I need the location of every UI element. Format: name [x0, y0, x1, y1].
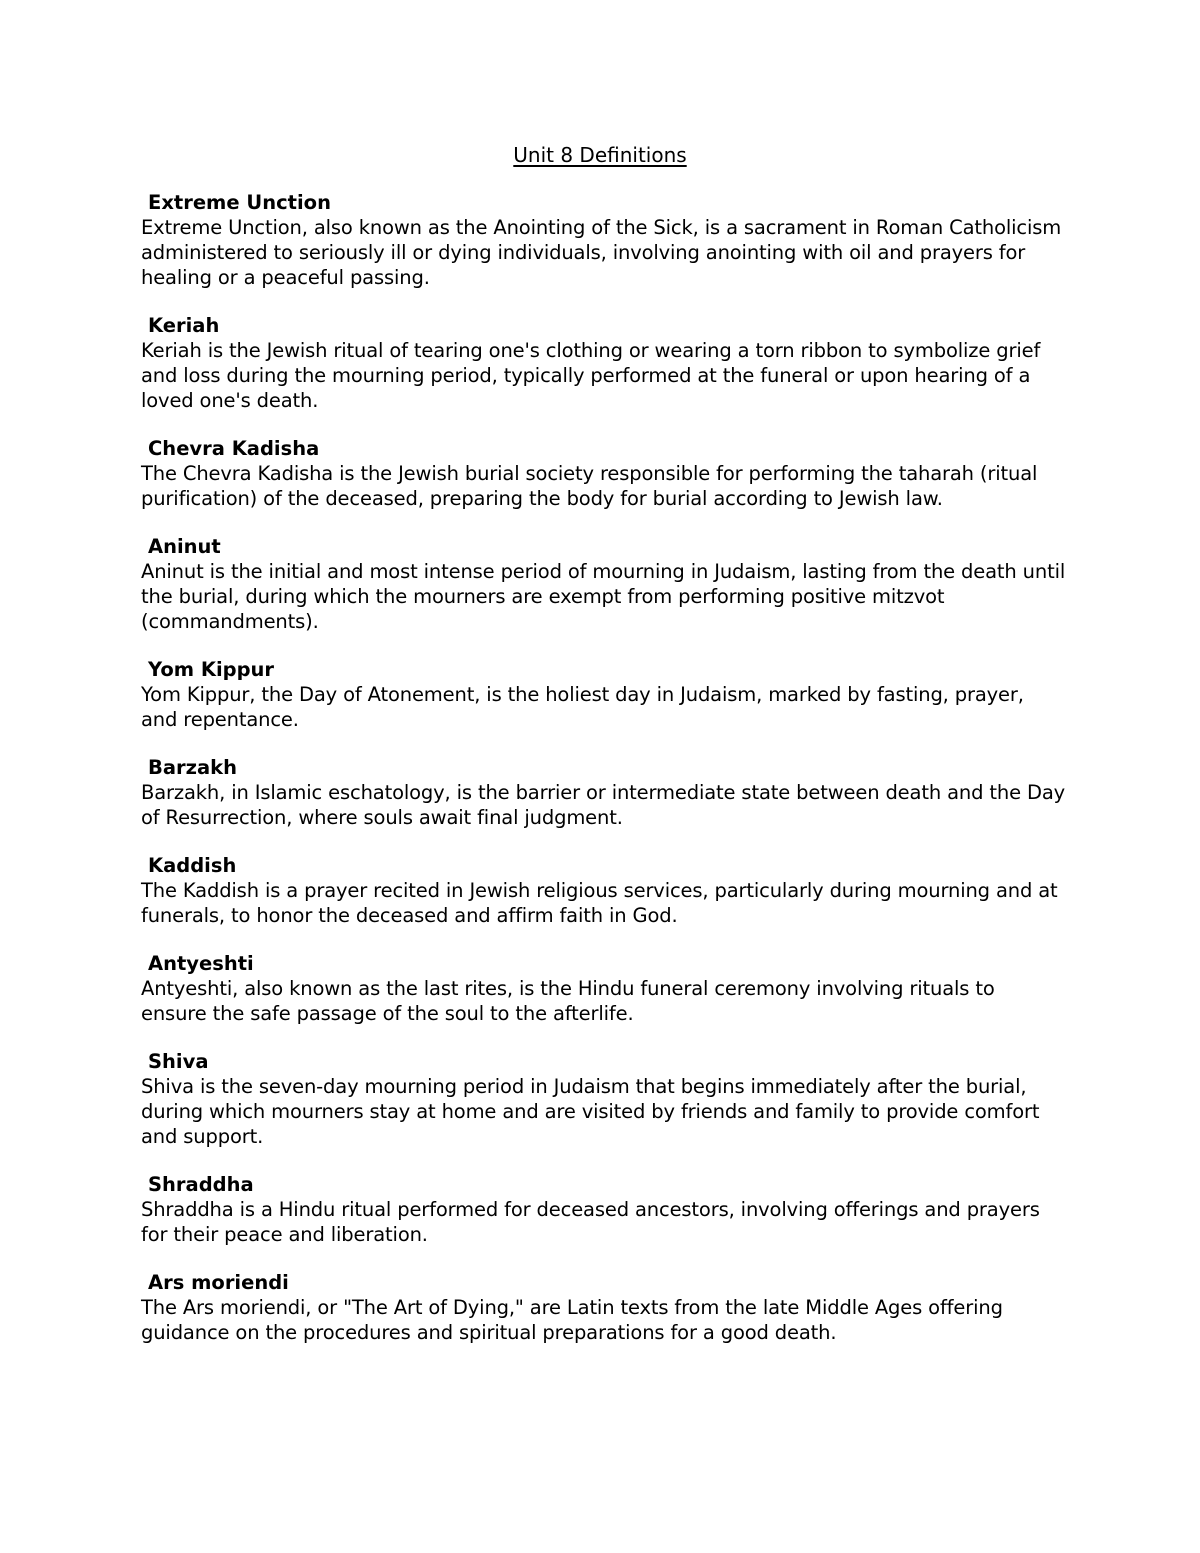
definition-text: Shiva is the seven-day mourning period in Judaism that begins immediately after the burial, during which mourners stay at home and are visited by friends and family to provide comfort and support.	[141, 1075, 1040, 1148]
definition-list	[141, 190, 1066, 1368]
definition-term: Kaddish	[148, 854, 237, 877]
definition-text: The Kaddish is a prayer recited in Jewish religious services, particularly during mourning and at funerals, to honor the deceased and affirm faith in God.	[141, 879, 1058, 927]
definition-text: Keriah is the Jewish ritual of tearing one's clothing or wearing a torn ribbon to symbolize grief and loss during the mourning period, typically performed at the funeral or upon hearing of a loved one's death.	[141, 339, 1041, 412]
definition-text: The Chevra Kadisha is the Jewish burial society responsible for performing the taharah (ritual purification) of the deceased, preparing the body for burial according to Jewish law.	[141, 462, 1038, 510]
definition-term: Ars moriendi	[148, 1271, 289, 1294]
definition-term: Keriah	[148, 314, 220, 337]
definition-term: Yom Kippur	[148, 658, 275, 681]
definition-entry	[141, 1049, 1066, 1149]
definition-term: Shiva	[148, 1050, 209, 1073]
definition-entry	[141, 1172, 1066, 1247]
document-title: Unit 8 Definitions	[513, 143, 687, 167]
definition-text: Extreme Unction, also known as the Anointing of the Sick, is a sacrament in Roman Catholicism administered to seriously ill or dying individuals, involving anointing with oil and prayers for healing or a peaceful passing.	[141, 216, 1062, 289]
definition-entry	[141, 436, 1066, 511]
definition-entry	[141, 1270, 1066, 1345]
definition-term: Chevra Kadisha	[148, 437, 320, 460]
definition-entry	[141, 951, 1066, 1026]
definition-term: Antyeshti	[148, 952, 254, 975]
definition-text: The Ars moriendi, or "The Art of Dying," are Latin texts from the late Middle Ages offering guidance on the procedures and spiritual preparations for a good death.	[141, 1296, 1003, 1344]
definition-text: Aninut is the initial and most intense period of mourning in Judaism, lasting from the death until the burial, during which the mourners are exempt from performing positive mitzvot (commandments).	[141, 560, 1066, 633]
definition-entry	[141, 755, 1066, 830]
definition-text: Barzakh, in Islamic eschatology, is the barrier or intermediate state between death and the Day of Resurrection, where souls await final judgment.	[141, 781, 1066, 829]
definition-entry	[141, 657, 1066, 732]
definition-text: Shraddha is a Hindu ritual performed for deceased ancestors, involving offerings and prayers for their peace and liberation.	[141, 1198, 1040, 1246]
definition-entry	[141, 853, 1066, 928]
definition-term: Aninut	[148, 535, 221, 558]
definition-entry	[141, 534, 1066, 634]
definition-text: Yom Kippur, the Day of Atonement, is the holiest day in Judaism, marked by fasting, prayer, and repentance.	[141, 683, 1024, 731]
definition-term: Shraddha	[148, 1173, 254, 1196]
definition-text: Antyeshti, also known as the last rites, is the Hindu funeral ceremony involving rituals to ensure the safe passage of the soul to the afterlife.	[141, 977, 995, 1025]
definition-entry	[141, 190, 1066, 290]
definition-entry	[141, 313, 1066, 413]
definition-term: Extreme Unction	[148, 191, 331, 214]
definition-term: Barzakh	[148, 756, 237, 779]
